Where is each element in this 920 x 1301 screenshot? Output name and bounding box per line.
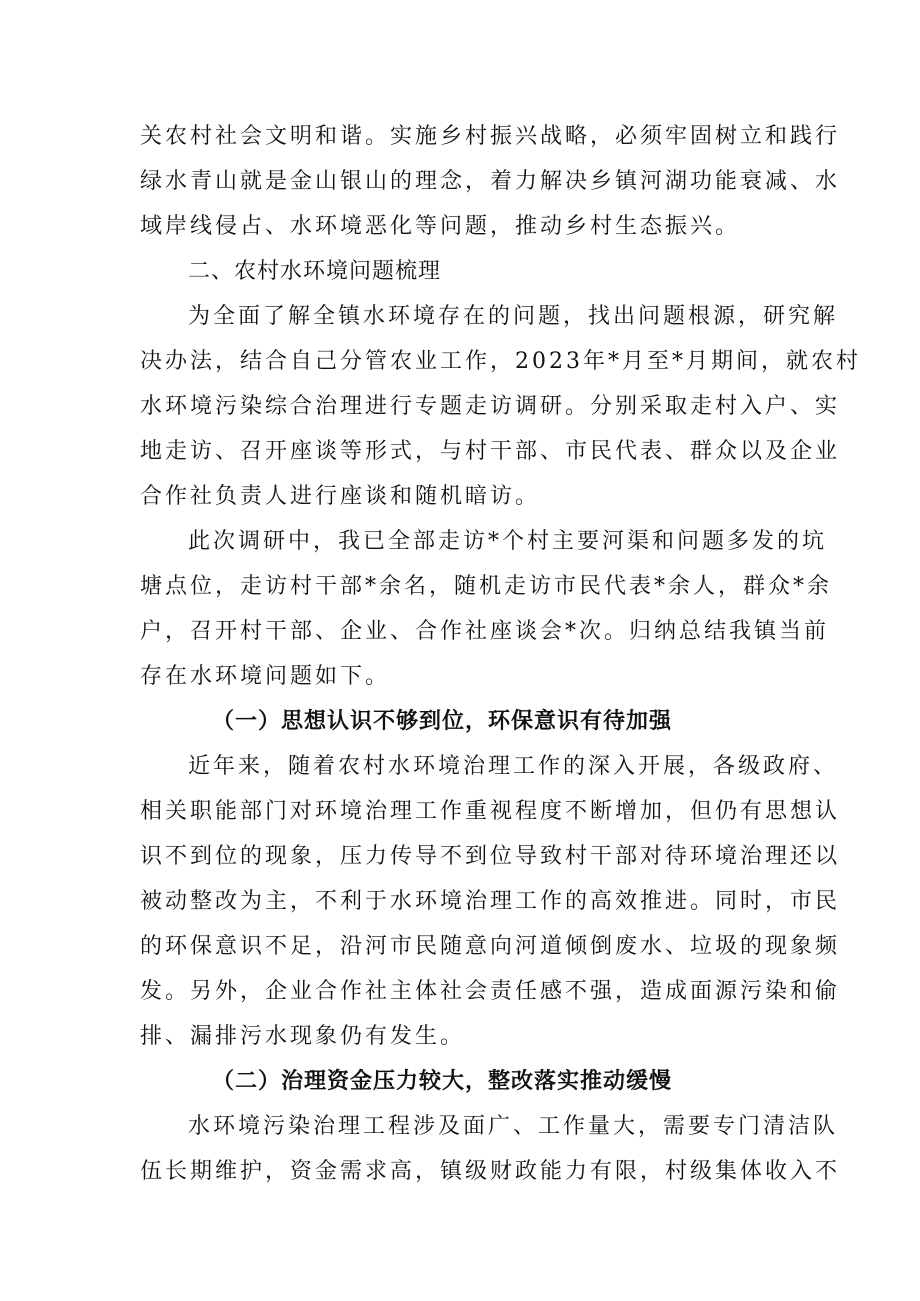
- text-line: 此次调研中，我已全部走访*个村主要河渠和问题多发的坑: [188, 529, 828, 554]
- paragraph-awareness: [140, 744, 841, 1059]
- text-line: 地走访、召开座谈等形式，与村干部、市民代表、群众以及企业: [140, 439, 841, 464]
- text-line: 决办法，结合自己分管农业工作，2023年*月至*月期间，就农村: [140, 349, 861, 374]
- text-line: 的环保意识不足，沿河市民随意向河道倾倒废水、垃圾的现象频: [140, 934, 841, 959]
- section-heading: 二、农村水环境问题梳理: [188, 259, 442, 284]
- subsection-heading-2: （二）治理资金压力较大，整改落实推动缓慢: [212, 1068, 673, 1094]
- text-line: 排、漏排污水现象仍有发生。: [140, 1024, 466, 1049]
- paragraph-survey-purpose: [140, 294, 861, 519]
- text-line: 关农村社会文明和谐。实施乡村振兴战略，必须牢固树立和践行: [140, 124, 841, 149]
- text-line: 为全面了解全镇水环境存在的问题，找出问题根源，研究解: [188, 304, 839, 329]
- text-line: 被动整改为主，不利于水环境治理工作的高效推进。同时，市民: [140, 889, 841, 914]
- text-line: 塘点位，走访村干部*余名，随机走访市民代表*余人，群众*余: [140, 574, 833, 599]
- text-line: 近年来，随着农村水环境治理工作的深入开展，各级政府、: [188, 754, 839, 779]
- text-line: 相关职能部门对环境治理工作重视程度不断增加，但仍有思想认: [140, 799, 841, 824]
- text-line: 户，召开村干部、企业、合作社座谈会*次。归纳总结我镇当前: [140, 619, 830, 644]
- text-line: 合作社负责人进行座谈和随机暗访。: [140, 484, 541, 509]
- text-line: 水环境污染治理工程涉及面广、工作量大，需要专门清洁队: [188, 1114, 839, 1139]
- paragraph-survey-scope: [140, 519, 833, 699]
- text-line: 发。另外，企业合作社主体社会责任感不强，造成面源污染和偷: [140, 979, 841, 1004]
- text-line: 识不到位的现象，压力传导不到位导致村干部对待环境治理还以: [140, 844, 841, 869]
- paragraph-intro-continued: [140, 114, 841, 249]
- subsection-heading-1: （一）思想认识不够到位，环保意识有待加强: [212, 708, 673, 734]
- text-line: 水环境污染综合治理进行专题走访调研。分别采取走村入户、实: [140, 394, 841, 419]
- text-line: 存在水环境问题如下。: [140, 664, 391, 689]
- text-line: 伍长期维护，资金需求高，镇级财政能力有限，村级集体收入不: [140, 1159, 841, 1184]
- document-body: [140, 114, 861, 1194]
- text-line: 域岸线侵占、水环境恶化等问题，推动乡村生态振兴。: [140, 214, 741, 239]
- text-line: 绿水青山就是金山银山的理念，着力解决乡镇河湖功能衰减、水: [140, 169, 841, 194]
- paragraph-funding: [140, 1104, 841, 1194]
